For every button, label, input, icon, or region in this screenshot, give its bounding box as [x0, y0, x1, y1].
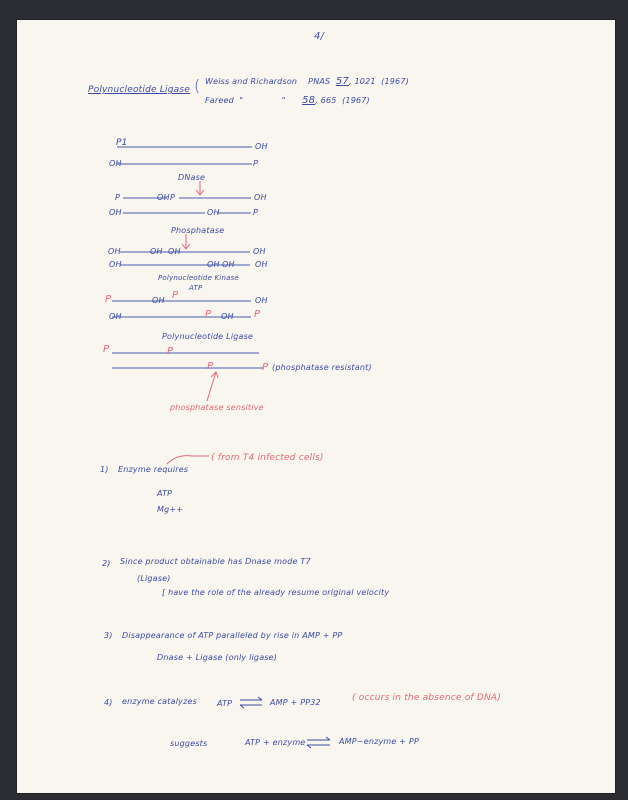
ref1-volume: 57: [335, 76, 349, 87]
note-4-red-comment: ( occurs in the absence of DNA): [352, 693, 501, 703]
phosphatase-resistant-text: phosphatase resistant: [275, 363, 369, 372]
label-oh: OH: [222, 260, 235, 269]
label-oh: OH: [253, 247, 266, 256]
note-3-line-2: Dnase + Ligase (only ligase): [157, 653, 278, 662]
label-p1: P1: [116, 138, 128, 148]
ref2-year: (1967): [342, 96, 370, 105]
label-p-red: P: [262, 362, 269, 373]
note-4-suggests: suggests: [170, 739, 208, 748]
ref1-journal: PNAS: [308, 77, 331, 86]
label-oh: OH: [109, 159, 122, 168]
label-pn-ligase: Polynucleotide Ligase: [162, 332, 254, 341]
ref2-ditto: ": [239, 96, 244, 105]
label-oh: OH: [255, 260, 268, 269]
label-phosphatase-sensitive: phosphatase sensitive: [170, 403, 264, 412]
label-p-red: P: [207, 361, 214, 372]
reference-line-1: Weiss and Richardson PNAS 57, 1021 (1967): [205, 76, 409, 87]
note-4-amp-pp32: AMP + PP32: [270, 698, 321, 707]
reference-line-2: Fareed " " 58, 665 (1967): [205, 95, 370, 106]
note-4-atp: ATP: [217, 699, 233, 708]
label-oh: OH: [109, 260, 122, 269]
label-p: P: [253, 159, 259, 168]
label-p: P: [253, 208, 259, 217]
label-phosphatase-resistant: (phosphatase resistant): [272, 363, 372, 372]
label-oh: OH: [255, 142, 268, 151]
label-p-red: P: [103, 344, 110, 355]
note-4-enzyme-catalyzes: enzyme catalyzes: [122, 697, 197, 706]
note-4-amp-enzyme-pp: AMP~enzyme + PP: [339, 737, 419, 746]
ref-bracket: (: [194, 76, 201, 95]
ref2-pages: 665: [320, 96, 337, 105]
label-oh: OH: [150, 247, 163, 256]
note-1-red-comment: ( from T4 infected cells): [211, 453, 324, 463]
label-phosphatase: Phosphatase: [171, 226, 225, 235]
note-1-number: 1): [100, 465, 109, 474]
label-oh: OH: [109, 208, 122, 217]
note-4-number: 4): [104, 698, 113, 707]
label-pn-kinase: Polynucleotide Kinase: [158, 274, 239, 282]
label-atp: ATP: [189, 284, 203, 292]
label-p-red: P: [105, 294, 112, 305]
label-oh: OH: [108, 247, 121, 256]
label-p-red: P: [205, 309, 212, 320]
label-oh: OH: [254, 193, 267, 202]
label-oh: OH: [157, 193, 170, 202]
document-page: [17, 20, 615, 793]
label-oh: OH: [152, 296, 165, 305]
label-p: P: [115, 193, 121, 202]
note-2-number: 2): [102, 559, 111, 568]
page-title: Polynucleotide Ligase: [88, 85, 190, 95]
label-oh: OH: [207, 208, 220, 217]
note-1-item-mg: Mg++: [157, 505, 184, 514]
equilibrium-arrows: [17, 20, 615, 793]
ref1-authors: Weiss and Richardson: [205, 77, 298, 86]
note-1-item-atp: ATP: [157, 489, 173, 498]
page-number: 4/: [314, 31, 325, 42]
note-3-number: 3): [104, 631, 113, 640]
label-p-red: P: [172, 290, 179, 301]
note-2-line-2: (Ligase): [137, 574, 171, 583]
label-p-red: P: [167, 346, 174, 357]
label-p-red: P: [254, 309, 261, 320]
ref2-volume: 58: [302, 95, 316, 106]
ref1-pages: 1021: [354, 77, 376, 86]
label-p: P: [170, 193, 176, 202]
note-2-line-3: [ have the role of the already resume original velocity: [162, 588, 390, 597]
label-oh: OH: [168, 247, 181, 256]
label-oh: OH: [221, 312, 234, 321]
label-oh: OH: [109, 312, 122, 321]
note-1-heading: Enzyme requires: [118, 465, 189, 474]
ref2-authors: Fareed: [205, 96, 234, 105]
label-oh: OH: [255, 296, 268, 305]
note-2-line-1: Since product obtainable has Dnase mode T7: [120, 557, 311, 566]
note-4-atp-enzyme: ATP + enzyme: [245, 738, 306, 747]
label-oh: OH: [207, 260, 220, 269]
label-dnase: DNase: [178, 173, 206, 182]
ref2-ditto2: ": [281, 96, 286, 105]
ref1-year: (1967): [381, 77, 409, 86]
note-3-line-1: Disappearance of ATP paralleled by rise in AMP + PP: [122, 631, 343, 640]
